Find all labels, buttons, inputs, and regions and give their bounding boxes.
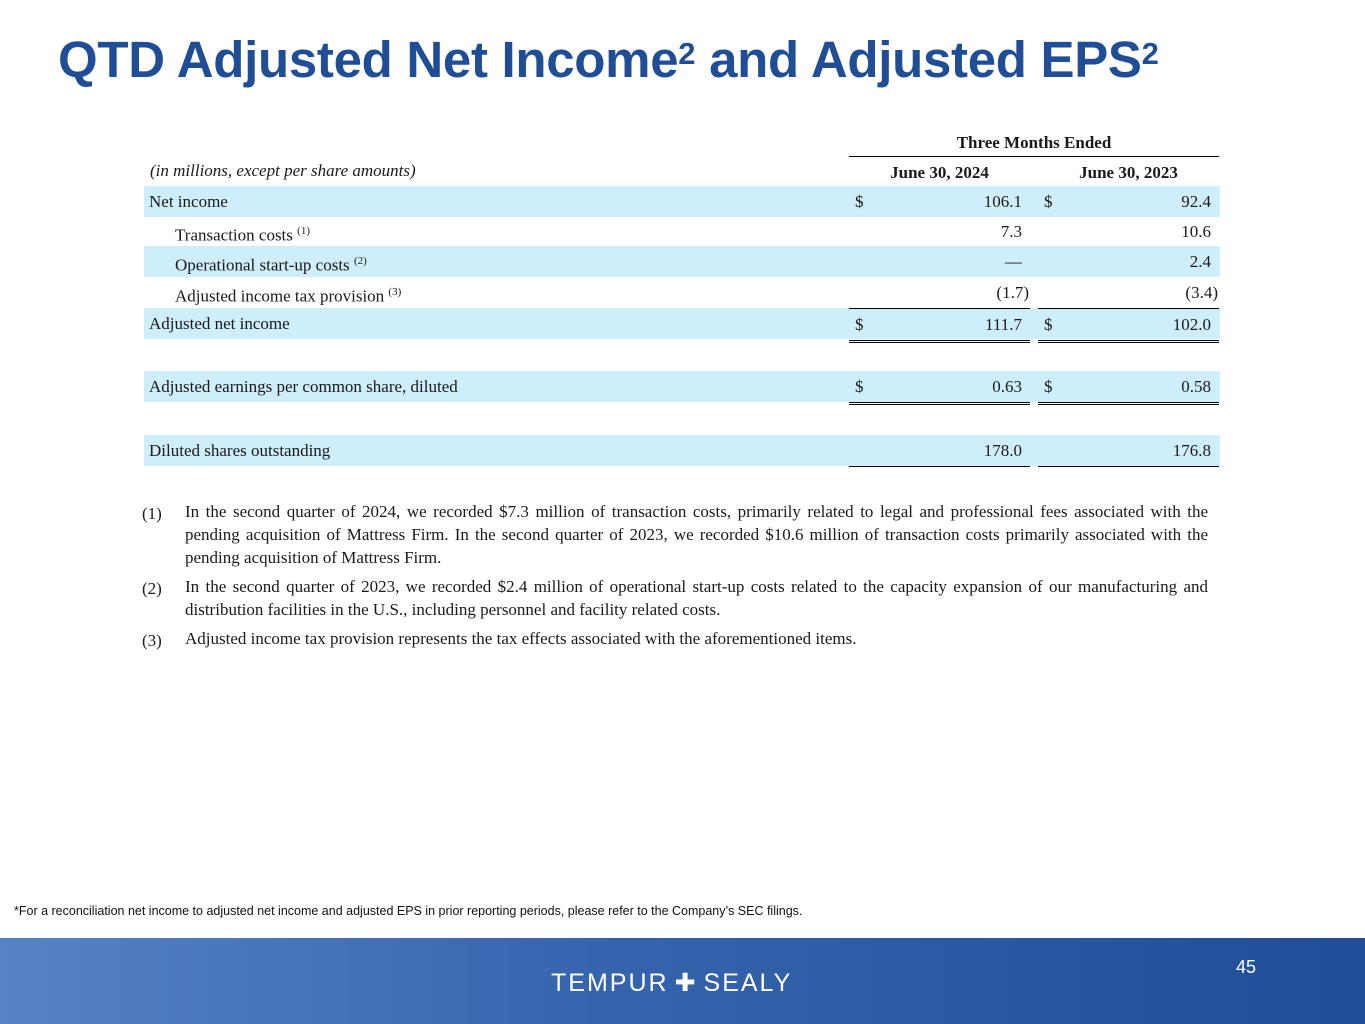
table-row-net-income [144,186,1220,217]
table-row-operational-startup [144,246,1220,277]
cell-2024 [849,186,1030,217]
value: 176.8 [1172,441,1211,460]
value: 178.0 [983,441,1022,460]
table-row-adjusted-net-income [144,308,1220,339]
title-superscript-1: 2 [678,36,696,71]
currency-symbol: $ [855,315,864,334]
table-row-diluted-shares [144,435,1220,466]
value: (1.7) [996,283,1029,302]
currency-symbol: $ [855,377,864,396]
currency-symbol: $ [1044,315,1053,334]
footnote-ref: (3) [388,286,402,298]
note-number: (1) [142,504,162,523]
cell-2023 [1038,186,1219,217]
value: 106.1 [983,192,1022,211]
row-label [175,246,367,281]
cell-2023 [1038,308,1219,343]
cell-2023 [1038,435,1219,467]
table-row-adjusted-tax [144,277,1220,308]
group-header: Three Months Ended [849,128,1219,157]
row-label-text: Transaction costs [175,225,293,245]
row-label: Adjusted net income [149,314,290,333]
reconciliation-footnote: *For a reconciliation net income to adjusted net income and adjusted EPS in prior reporting periods, please refer to the Company’s SEC filings. [14,904,803,918]
currency-symbol: $ [1044,192,1053,211]
page-number: 45 [1236,957,1257,977]
brand-logo-right: SEALY [703,968,793,997]
value: 7.3 [1000,222,1022,241]
value: 2.4 [1189,252,1211,271]
cell-2023 [1038,216,1219,247]
currency-symbol: $ [1044,377,1053,396]
cell-2023 [1038,371,1219,405]
cell-2024 [849,277,1030,308]
footnote-ref: (1) [297,225,310,237]
value: — [1005,252,1022,271]
title-text-2: and Adjusted EPS [695,31,1142,88]
units-note: (in millions, except per share amounts) [150,161,416,180]
col-header-2024: June 30, 2024 [849,159,1030,187]
brand-logo-left: TEMPUR [551,968,669,997]
cell-2024 [849,435,1030,467]
plus-icon: ✚ [674,969,698,997]
note-text: Adjusted income tax provision represents the tax effects associated with the aforementioned items. [185,629,857,648]
note-number: (3) [142,631,162,650]
value: 102.0 [1172,315,1211,334]
cell-2024 [849,216,1030,247]
cell-2023 [1038,246,1219,277]
row-label [175,277,401,312]
row-label: Net income [149,192,228,211]
currency-symbol: $ [855,192,864,211]
note-number: (2) [142,579,162,598]
note-text: In the second quarter of 2024, we recorded $7.3 million of transaction costs, primarily related to legal and professional fees associated with the pending acquisition of Mattress Firm. In the second quarter of 2023, we recorded $10.6 million of transaction costs primarily associated with the pending acquisition of Mattress Firm. [185,502,1208,567]
note-item [142,627,1208,650]
row-label: Diluted shares outstanding [149,441,331,460]
title-superscript-2: 2 [1141,36,1159,71]
row-label-text: Adjusted income tax provision [175,286,385,306]
cell-2024 [849,246,1030,277]
row-label: Adjusted earnings per common share, diluted [149,377,458,396]
value: 111.7 [985,315,1022,334]
cell-2024 [849,371,1030,405]
page-title [58,30,1159,89]
brand-logo [551,968,792,998]
value: 10.6 [1181,222,1211,241]
value: 0.63 [992,377,1022,396]
value: (3.4) [1185,283,1218,302]
footnote-ref: (2) [353,255,367,267]
title-text-1: QTD Adjusted Net Income [58,31,679,88]
note-item [142,500,1208,569]
note-text: In the second quarter of 2023, we recorded $2.4 million of operational start-up costs related to the capacity expansion of our manufacturing and distribution facilities in the U.S., including personnel and facility related costs. [185,577,1208,619]
row-label-text: Operational start-up costs [175,255,350,275]
cell-2023 [1038,277,1219,308]
col-header-2023: June 30, 2023 [1038,159,1219,187]
table-row-transaction-costs [144,216,1220,247]
table-notes [142,500,1208,656]
value: 0.58 [1181,377,1211,396]
footer-bar [0,938,1365,1024]
cell-2024 [849,308,1030,343]
value: 92.4 [1181,192,1211,211]
table-row-adjusted-eps [144,371,1220,402]
note-item [142,575,1208,621]
